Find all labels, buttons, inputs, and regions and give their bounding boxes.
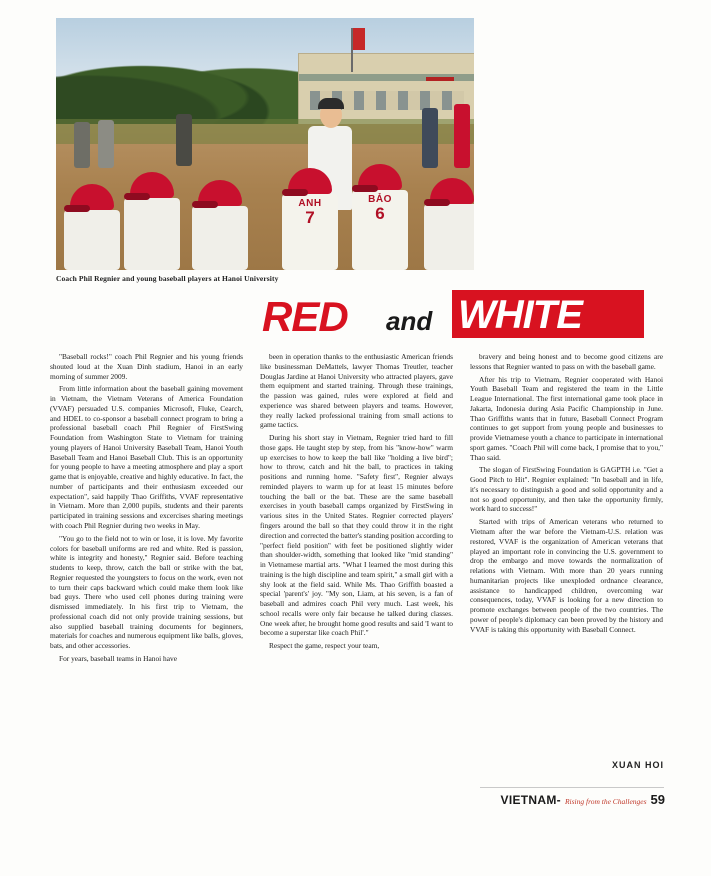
paragraph: The slogan of FirstSwing Foundation is GAGPTH i.e. "Get a Good Pitch to Hit". Regnier explained: "In baseball and in life, it's necessary to distinguish a good and solid opportunity and a not so good opportunity, and then take the opportunity firmly, work hard to success!" [470, 465, 663, 514]
paragraph: After his trip to Vietnam, Regnier cooperated with Hanoi Youth Baseball Team and registered the team in the Little League International. The first international game took place in Jakarta, Indonesia during Asia Pacific Championship in June. Thao Griffiths wants that in future, Baseball Connect Program continues to get support from young people and businesses to provide Vietnamese youth a chance to participate in international sport games. "Coach Phil will come back, I promise that to you," Thao said. [470, 374, 663, 462]
photo-spectator [98, 120, 114, 168]
photo-kid-cap [198, 180, 242, 206]
photo-spectator [176, 114, 192, 166]
paragraph: For years, baseball teams in Hanoi have [59, 653, 178, 663]
photo-kid-cap [130, 172, 174, 198]
article-column-1 [50, 352, 243, 667]
headline-word-white: WHITE [458, 293, 582, 337]
photo-kid-torso [192, 206, 248, 270]
photo-kid [198, 180, 248, 270]
photo-kid-cap [358, 164, 402, 190]
footer-divider [480, 787, 664, 788]
headline-connector: and [386, 306, 433, 336]
footer-subtitle: Rising from the Challenges [564, 797, 647, 806]
paragraph: "You go to the field not to win or lose, it is love. My favorite colors for baseball uniforms are red and white. Red is passion, white is integrity and honesty," Regnier said. Before teaching students to keep, throw, catch the ball or strike with the bat, Regnier requested the youngsters to focus on the work, even not to turn their caps backward which could make them look like bad guys. There who used cell phones during training were dismissed immediately. In his first trip to Vietnam, the professional coach did not only provide training sessions, but also supplied baseball training documents for beginners, materials for coaches and numerous equipment like balls, gloves, bats, and other accessories. [50, 533, 243, 651]
article-column-3 [470, 352, 663, 667]
photo-grass-strip [56, 119, 474, 144]
photo-flag [353, 28, 365, 50]
photo-kid-cap [430, 178, 474, 204]
page-footer [501, 792, 665, 807]
article-body [50, 352, 664, 667]
article-photo [56, 18, 474, 270]
photo-kid [430, 178, 474, 270]
paragraph: "Baseball rocks!" coach Phil Regnier and his young friends shouted loud at the Xuan Dinh stadium, Hanoi in an early morning of summer 2009. [50, 352, 243, 381]
photo-kid-torso [64, 210, 120, 270]
footer-title: VIETNAM- [500, 793, 561, 807]
paragraph: Respect the game, respect your team, [269, 641, 380, 651]
photo-kid-cap [288, 168, 332, 194]
photo-kid [130, 172, 180, 270]
photo-kid-torso [424, 204, 474, 270]
headline-word-red: RED [262, 293, 348, 340]
paragraph: Started with trips of American veterans who returned to Vietnam after the war before the Vietnam-U.S. relation was restored, VVAF is the organization of American veterans that played an important role in convincing the U.S. government to drop the embargo and move towards the normalization of relations with Vietnam. With more than 20 years running humanitarian projects like unexploded ordnance clearance, assistance to handicapped children, overcoming war consequences, today, VVAF is looking for a new direction to promote exchanges between people of the two countries. The power of people's diplomacy can been proved by the history and VVAF is taking this opportunity with Baseball Connect. [470, 517, 663, 634]
photo-spectator [454, 104, 470, 168]
paragraph: been in operation thanks to the enthusiastic American friends like businessman DeMattels, lawyer Thomas Treutler, teacher Douglas Jardine at Hanoi University who attracted players, gave them equipment and started training. Through these trainings, the passion was gained, rules were explored at field and experience was shared between players and teams. However, they really lacked professional training from small actions to game tactics. [260, 352, 453, 430]
paragraph: From little information about the baseball gaining movement in Vietnam, the Vietnam Veterans of America Foundation (VVAF) persuaded U.S. companies Microsoft, Fluke, Cearch, and HDEL to co-sponsor a baseball connect program to bring a professional baseball coach Phil Regnier of FirstSwing Foundation from Washington State to Vietnam for training young players of Hanoi University Baseball Team, Hanoi Youth Baseball Team and Hanoi Baseball Club. This is an opportunity for young people to have a meeting atmosphere and play a sport game that is enjoyable, creative and highly educative. In fact, the number of participants and their enthusiasm exceeded our expectation", said happily Thao Griffiths, VVAF representative in Vietnam. More than 2,000 pupils, students and their parents participated in training sessions and excercises sharing meetings with coach Phil Regnier during two weeks in May. [50, 384, 243, 531]
article-column-2 [260, 352, 453, 667]
article-headline [262, 290, 662, 338]
photo-kid-jersey-left [288, 168, 338, 270]
photo-kid-torso [282, 194, 338, 270]
jersey-number-right: 6 [375, 204, 385, 223]
photo-spectator [422, 108, 438, 168]
photo-kid-torso [124, 198, 180, 270]
paragraph: During his short stay in Vietnam, Regnier tried hard to fill those gaps. He taught step by step, from his "know-how" warm up exercises to how to keep the ball like "holding a live bird"; how to throw, catch and hit the ball, to practices in taking positions and running home. "Safety first", Regnier always reminded players to warm up for at least 15 minutes before touching the ball or the bat. These are the same baseball exercises in youth baseball camps organized by FirstSwing in various sites in the United States. Regnier corrected players' fingers around the ball so that they could throw it in the right direction and corrected the batter's standing position according to "perfect field position" with feet be positioned slightly wider than shoulder-width, something that looked like "mid standing" in Vietnamese martial arts. "What I learned the most during this training is the high discipline and team spirit," a small girl with a shy look at the field said. While Ms. Thao Griffith boasted a special 'parent's' joy. "My son, Liam, at his seven, is a fan of baseball and admires coach Phil very much. Last week, his school recalls were only fair because he talked during classes. One week after, he brought home good results and said 'I want to become a superstar like coach Phil'." [260, 433, 454, 638]
photo-kid-torso [352, 190, 408, 270]
jersey-name-left: ANH [298, 198, 322, 209]
article-byline: XUAN HOI [611, 760, 664, 770]
photo-kid-jersey-right [358, 164, 408, 270]
paragraph: bravery and being honest and to become good citizens are lessons that Regnier wanted to pass on with the baseball game. [470, 352, 663, 371]
page-number: 59 [650, 792, 665, 807]
photo-kid [70, 184, 120, 270]
photo-kid-cap [70, 184, 114, 210]
photo-caption: Coach Phil Regnier and young baseball players at Hanoi University [56, 274, 279, 283]
jersey-number-left: 7 [305, 208, 315, 227]
photo-red-sign [426, 77, 454, 82]
photo-coach-cap [318, 98, 344, 109]
photo-spectator [74, 122, 90, 168]
jersey-name-right: BẢO [368, 194, 392, 205]
